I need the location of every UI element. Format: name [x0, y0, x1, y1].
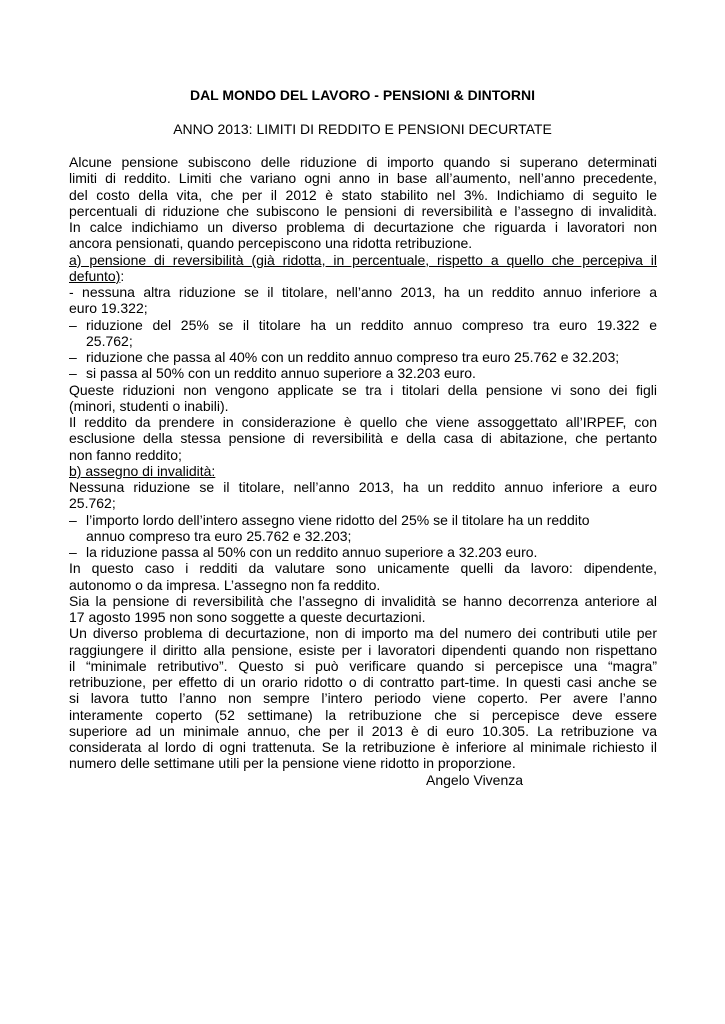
- text-line: (minori, studenti o inabili).: [69, 397, 229, 414]
- text-line: interamente coperto (52 settimane) la retribuzione che si percepisce deve essere: [69, 706, 657, 723]
- text-line: il “minimale retributivo”. Questo si può verificare quando si percepisce una “magra”: [69, 657, 657, 674]
- text-line: riduzione del 25% se il titolare ha un reddito annuo compreso tra euro 19.322 e: [86, 316, 657, 333]
- text-line: defunto): [69, 267, 121, 284]
- document-subtitle: ANNO 2013: LIMITI DI REDDITO E PENSIONI DECURTATE: [173, 121, 552, 137]
- paragraph-income: [69, 414, 657, 463]
- text-line: Nessuna riduzione se il titolare, nell’anno 2013, ha un reddito annuo inferiore a euro: [69, 479, 657, 495]
- text-line: ancora pensionati, quando percepiscono una ridotta retribuzione.: [69, 235, 473, 252]
- paragraph-exemptions: [69, 382, 657, 415]
- text-line: annuo compreso tra euro 25.762 e 32.203;: [86, 527, 352, 544]
- text-line: euro 19.322;: [69, 300, 148, 317]
- list-item: [69, 284, 657, 317]
- author-signature: Angelo Vivenza: [426, 771, 524, 788]
- text-line: retribuzione, per effetto di un orario ridotto o di contratto part-time. In questi casi anche se: [69, 674, 657, 690]
- text-line: riduzione che passa al 40% con un reddito annuo compreso tra euro 25.762 e 32.203;: [86, 349, 620, 365]
- text-line: - nessuna altra riduzione se il titolare, nell’anno 2013, ha un reddito annuo inferiore a: [69, 284, 657, 300]
- paragraph-1995: [69, 593, 657, 626]
- text-line: numero delle settimane utili per la pensione viene ridotto in proporzione.: [69, 755, 516, 772]
- text-line: superiore ad un minimale annuo, che per il 2013 è di euro 10.305. La retribuzione va: [69, 722, 657, 739]
- list-dash: –: [69, 349, 77, 365]
- text-line: a) pensione di reversibilità (già ridotta, in percentuale, rispetto a quello che percepiva il: [69, 251, 657, 268]
- text-line: esclusione della stessa pensione di reversibilità e della casa di abitazione, che pertanto: [69, 430, 657, 447]
- text-line: 25.762;: [86, 332, 133, 349]
- text-line: Alcune pensione subiscono delle riduzione di importo quando si superano determinati: [69, 154, 657, 170]
- heading-colon: :: [120, 267, 125, 284]
- section-b-heading: b) assegno di invalidità:: [69, 462, 216, 479]
- text-line: Un diverso problema di decurtazione, non di importo ma del numero dei contributi utile per: [69, 625, 657, 642]
- text-line: In calce indichiamo un diverso problema di decurtazione che riguarda i lavoratori non: [69, 219, 657, 235]
- text-line: la riduzione passa al 50% con un reddito annuo superiore a 32.203 euro.: [86, 544, 538, 560]
- list-item: [69, 479, 657, 512]
- paragraph-intro: [69, 154, 657, 252]
- list-item: [69, 317, 657, 350]
- text-line: si passa al 50% con un reddito annuo superiore a 32.203 euro.: [86, 365, 476, 382]
- text-line: In questo caso i redditi da valutare sono unicamente quelli da lavoro: dipendente,: [69, 560, 657, 577]
- list-item: [69, 544, 657, 560]
- document-body: [69, 154, 657, 788]
- text-line: l’importo lordo dell’intero assegno viene ridotto del 25% se il titolare ha un reddito: [86, 511, 590, 528]
- text-line: non fanno reddito;: [69, 446, 182, 463]
- text-line: percentuali di riduzione che subiscono le pensioni di reversibilità e l’assegno di invalidità.: [69, 202, 657, 219]
- text-line: limiti di reddito. Limiti che variano ogni anno in base all’aumento, nell’anno precedente,: [69, 170, 657, 187]
- text-line: Il reddito da prendere in considerazione è quello che viene assoggettato all’IRPEF, con: [69, 414, 657, 430]
- text-line: 17 agosto 1995 non sono soggette a queste decurtazioni.: [69, 609, 426, 625]
- list-dash: –: [69, 316, 77, 333]
- text-line: Sia la pensione di reversibilità che l’assegno di invalidità se hanno decorrenza anteriore al: [69, 592, 657, 609]
- paragraph-minimale: [69, 625, 657, 771]
- text-line: del costo della vita, che per il 2012 è stato stabilito nel 3%. Indichiamo di seguito le: [69, 186, 657, 203]
- text-line: si lavora tutto l’anno non sempre l’intero periodo viene coperto. Per avere l’anno: [69, 690, 657, 707]
- section-a-list: [69, 284, 657, 382]
- document-title: DAL MONDO DEL LAVORO - PENSIONI & DINTORNI: [189, 87, 536, 103]
- section-a-heading: [69, 252, 657, 285]
- text-line: 25.762;: [69, 495, 116, 512]
- text-line: considerata al lordo di ogni trattenuta. Se la retribuzione è inferiore al minimale richiesto il: [69, 739, 657, 755]
- section-b-list: [69, 479, 657, 560]
- list-dash: –: [69, 365, 77, 382]
- list-dash: –: [69, 511, 77, 528]
- text-line: raggiungere il diritto alla pensione, esiste per i lavoratori dipendenti quando non rispettano: [69, 641, 657, 658]
- paragraph-work-income: [69, 560, 657, 593]
- list-item: [69, 365, 657, 381]
- text-line: autonomo o da impresa. L’assegno non fa reddito.: [69, 576, 381, 593]
- list-dash: –: [69, 544, 77, 560]
- list-item: [69, 512, 657, 545]
- list-item: [69, 349, 657, 365]
- text-line: Queste riduzioni non vengono applicate se tra i titolari della pensione vi sono dei figli: [69, 381, 657, 398]
